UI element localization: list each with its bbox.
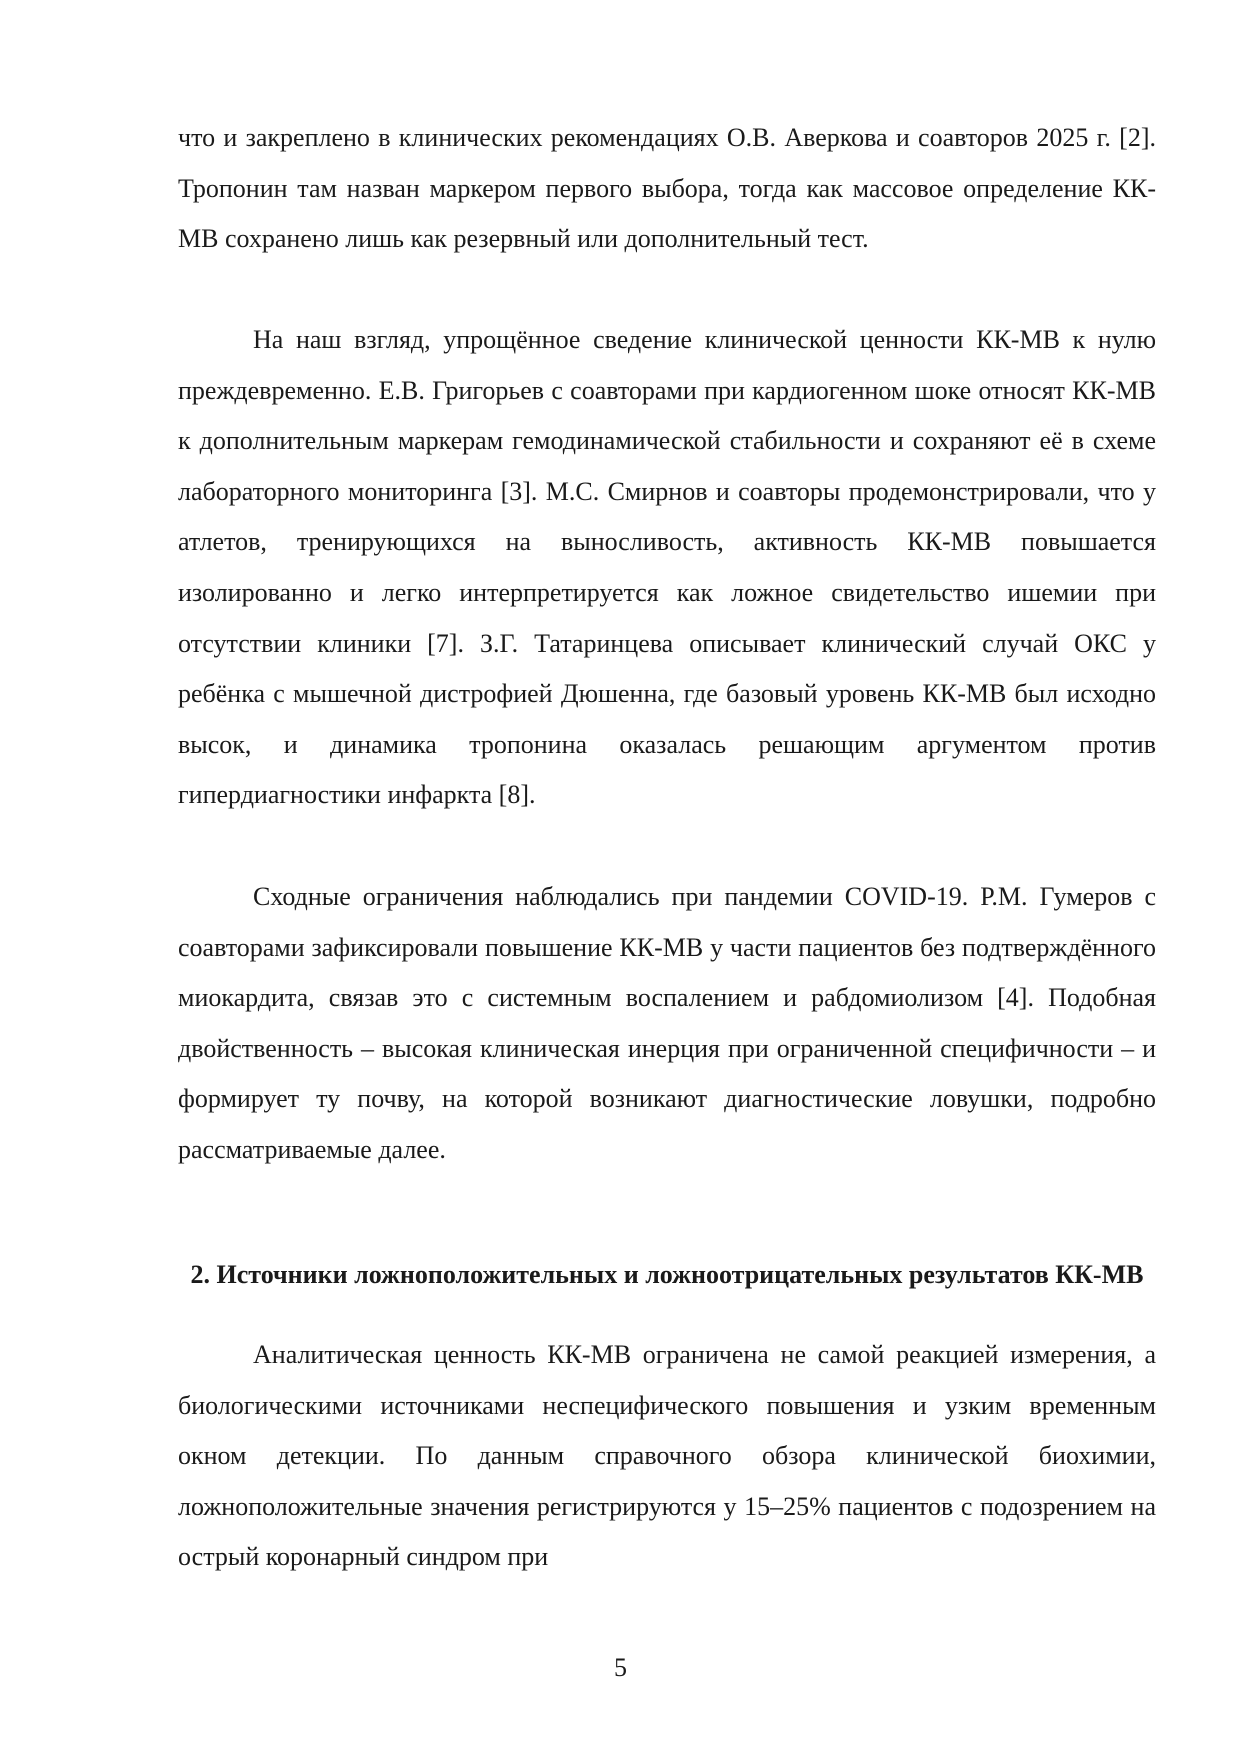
paragraph-2: На наш взгляд, упрощённое сведение клинической ценности КК-МВ к нулю преждевременно. Е.В. Григорьев с соавторами при кардиогенном шоке относят КК-МВ к дополнительным маркерам гемодинамической стабильности и сохраняют её в схеме лабораторного мониторинга [3]. М.С. Смирнов и соавторы продемонстрировали, что у атлетов, тренирующихся на выносливость, активность КК-МВ повышается изолированно и легко интерпретируется как ложное свидетельство ишемии при отсутствии клиники [7]. З.Г. Татаринцева описывает клинический случай ОКС у ребёнка с мышечной дистрофией Дюшенна, где базовый уровень КК-МВ был исходно высок, и динамика тропонина оказалась решающим аргументом против гипердиагностики инфаркта [8]. [178, 325, 1156, 810]
paragraph-1: что и закреплено в клинических рекомендациях О.В. Аверкова и соавторов 2025 г. [2]. Тропонин там назван маркером первого выбора, тогда как массовое определение КК-МВ сохранено лишь как резервный или дополнительный тест. [178, 123, 1156, 254]
page-number: 5 [614, 1653, 627, 1682]
section-heading: 2. Источники ложноположительных и ложноотрицательных результатов КК-МВ [190, 1260, 1144, 1289]
paragraph-4: Аналитическая ценность КК-МВ ограничена не самой реакцией измерения, а биологическими источниками неспецифического повышения и узким временным окном детекции. По данным справочного обзора клинической биохимии, ложноположительные значения регистрируются у 15–25% пациентов с подозрением на острый коронарный синдром при [178, 1340, 1156, 1572]
paragraph-3: Сходные ограничения наблюдались при пандемии COVID-19. Р.М. Гумеров с соавторами зафиксировали повышение КК-МВ у части пациентов без подтверждённого миокардита, связав это с системным воспалением и рабдомиолизом [4]. Подобная двойственность – высокая клиническая инерция при ограниченной специфичности – и формирует ту почву, на которой возникают диагностические ловушки, подробно рассматриваемые далее. [178, 882, 1156, 1164]
